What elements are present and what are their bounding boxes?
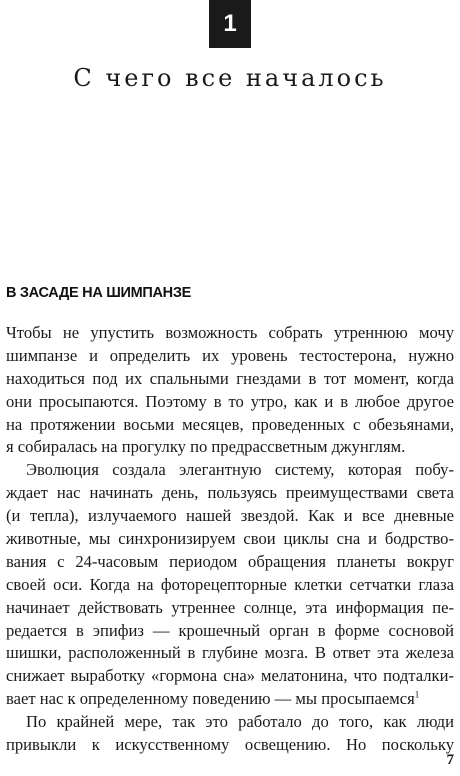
- text-line: Чтобы не упустить возможность собрать утреннюю мочу: [6, 323, 454, 342]
- section-heading: В ЗАСАДЕ НА ШИМПАНЗЕ: [6, 285, 192, 301]
- text-line: Эволюция создала элегантную систему, которая побу-: [26, 460, 454, 480]
- text-line: шишки, расположенный в глубине мозга. В ответ эта железа: [6, 643, 454, 663]
- chapter-title: С чего все началось: [73, 64, 387, 92]
- paragraph-2: [6, 459, 454, 711]
- text-line: ждает нас начинать день, пользуясь преимуществами света: [6, 483, 454, 503]
- paragraph-3: [6, 711, 454, 757]
- chapter-number-box: [209, 0, 251, 48]
- text-line: По крайней мере, так это работало до того, как люди: [26, 712, 454, 732]
- text-line: начинает действовать утреннее солнце, эта информация пе-: [6, 597, 454, 617]
- text-line: вания с 24-часовым периодом обращения планеты вокруг: [6, 551, 454, 571]
- text-line: [6, 688, 454, 711]
- text-line: своей оси. Когда на фоторецепторные клетки сетчатки глаза: [6, 574, 454, 594]
- text-line: находиться под их спальными гнездами в тот момент, когда: [6, 368, 454, 388]
- text-line: шимпанзе и определить их уровень тестостерона, нужно: [6, 345, 454, 365]
- text-line: снижает выработку «гормона сна» мелатонина, что подталки-: [6, 666, 454, 686]
- text-line: они просыпаются. Поэтому в то утро, как и в любое другое: [6, 391, 454, 411]
- text-line: животные, мы синхронизируем свои циклы сна и бодрство-: [6, 529, 454, 549]
- text-line: на протяжении восьми месяцев, проведенных с обезьянами,: [6, 414, 454, 434]
- footnote-marker[interactable]: 1: [414, 689, 420, 700]
- page-number: 7: [446, 752, 454, 768]
- text-line: я собиралась на прогулку по предрассветным джунглям.: [6, 437, 406, 457]
- text-line: редается в эпифиз — крошечный орган в форме сосновой: [6, 620, 454, 640]
- body-text: [6, 322, 454, 757]
- paragraph-1: [6, 322, 454, 459]
- text-line: (и тепла), излучаемого нашей звездой. Как и все дневные: [6, 506, 454, 526]
- text-line: привыкли к искусственному освещению. Но поскольку: [6, 735, 454, 755]
- text-line-content: вает нас к определенному поведению — мы просыпаемся: [6, 689, 415, 709]
- chapter-number: 1: [223, 10, 237, 37]
